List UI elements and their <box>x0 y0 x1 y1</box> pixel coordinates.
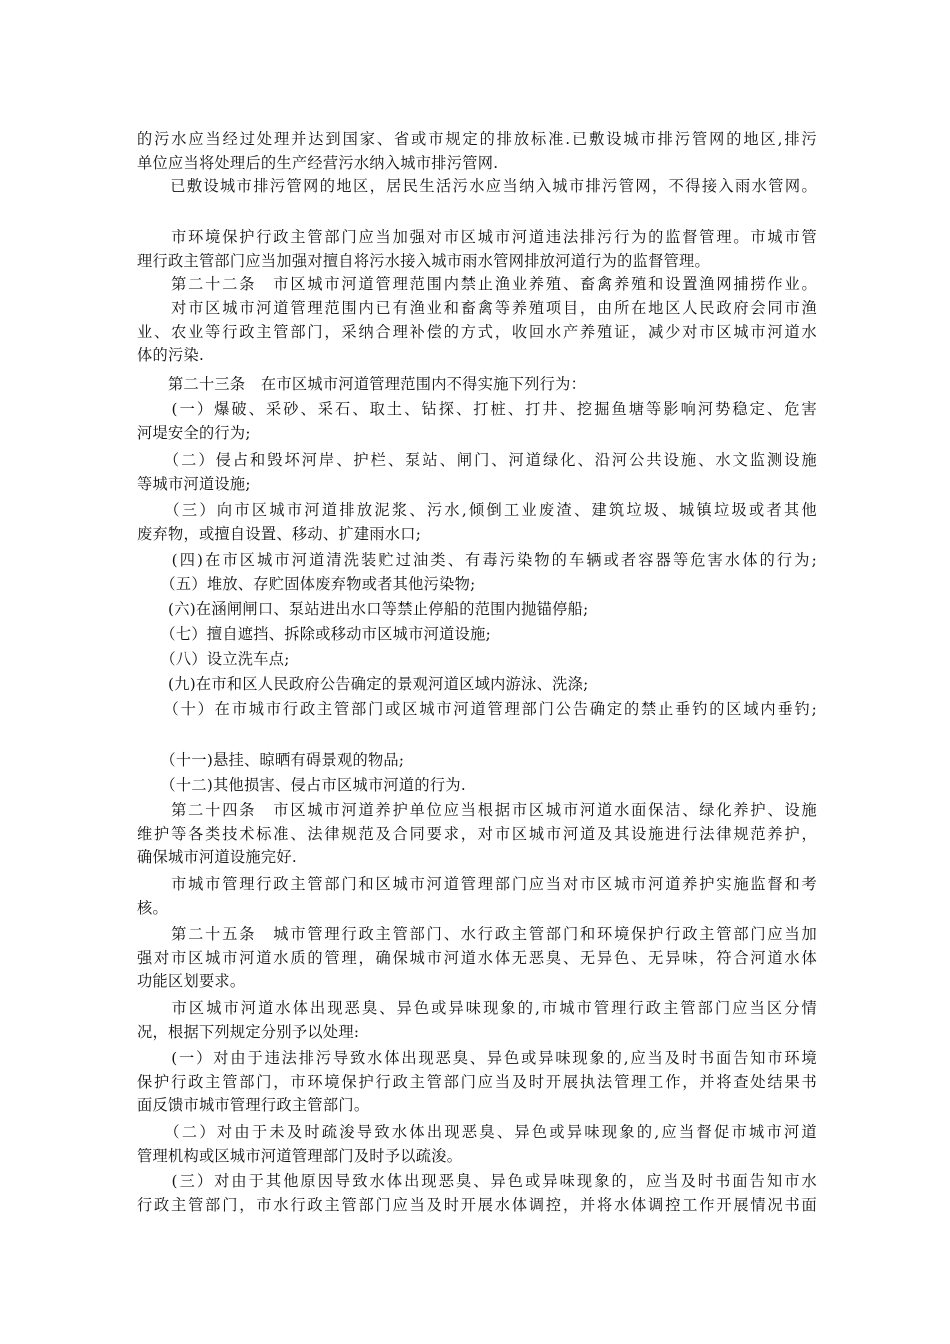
text-line: 市城市管理行政主管部门和区城市河道管理部门应当对市区城市河道养护实施监督和考 <box>137 875 817 893</box>
item-2 <box>137 449 817 496</box>
text-line: （三）向市区城市河道排放泥浆、污水,倾倒工业废渣、建筑垃圾、城镇垃圾或者其他 <box>137 501 817 519</box>
text-line: 管理机构或区城市河道管理部门及时予以疏浚。 <box>137 1146 463 1165</box>
text-line: 理行政主管部门应当加强对擅自将污水接入城市雨水管网排放河道行为的监督管理。 <box>137 251 711 270</box>
text-line: （五）堆放、存贮固体废弃物或者其他污染物; <box>137 575 476 593</box>
item-12 <box>137 774 817 798</box>
item-3 <box>137 499 817 546</box>
text-line: 核。 <box>137 898 168 917</box>
item-8 <box>137 648 817 672</box>
paragraph-maintenance-supervision <box>137 873 817 920</box>
text-line: 维护等各类技术标准、法律规范及合同要求，对市区城市河道及其设施进行法律规范养护， <box>137 824 817 843</box>
text-line: 第二十三条 在市区城市河道管理范围内不得实施下列行为： <box>137 375 587 393</box>
text-line: （八）设立洗车点; <box>137 650 290 668</box>
text-line: 单位应当将处理后的生产经营污水纳入城市排污管网. <box>137 153 499 172</box>
text-line: 等城市河道设施; <box>137 474 251 493</box>
text-line: （二）对由于未及时疏浚导致水体出现恶臭、异色或异味现象的,应当督促市城市河道 <box>137 1123 817 1141</box>
text-line: 确保城市河道设施完好. <box>137 848 298 867</box>
paragraph-water-abnormal <box>137 997 817 1044</box>
text-line: 市区城市河道水体出现恶臭、异色或异味现象的,市城市管理行政主管部门应当区分情 <box>137 999 817 1017</box>
text-line: (四)在市区城市河道清洗装贮过油类、有毒污染物的车辆或者容器等危害水体的行为; <box>137 551 817 569</box>
text-line: (一）爆破、采砂、采石、取土、钻探、打桩、打井、挖掘鱼塘等影响河势稳定、危害 <box>137 400 817 418</box>
text-line: 对市区城市河道管理范围内已有渔业和畜禽等养殖项目，由所在地区人民政府会同市渔 <box>137 299 817 317</box>
text-line: 第二十四条 市区城市河道养护单位应当根据市区城市河道水面保洁、绿化养护、设施 <box>137 801 817 819</box>
text-line: 况，根据下列规定分别予以处理: <box>137 1022 360 1041</box>
item-9 <box>137 673 817 697</box>
text-line: 业、农业等行政主管部门，采纳合理补偿的方式，收回水产养殖证，减少对市区城市河道水 <box>137 322 817 341</box>
text-line: （十一)悬挂、晾晒有碍景观的物品; <box>137 751 405 769</box>
article-24 <box>137 799 817 870</box>
text-line: 第二十二条 市区城市河道管理范围内禁止渔业养殖、畜禽养殖和设置渔网捕捞作业。 <box>137 275 817 293</box>
item-1 <box>137 398 817 445</box>
item-5 <box>137 573 817 597</box>
text-line: 市环境保护行政主管部门应当加强对市区城市河道违法排污行为的监督管理。市城市管 <box>137 228 817 246</box>
article-23 <box>137 373 817 397</box>
item-10 <box>137 698 817 722</box>
text-line: 面反馈市城市管理行政主管部门。 <box>137 1096 370 1115</box>
text-line: 体的污染. <box>137 346 205 365</box>
text-line: 废弃物，或擅自设置、移动、扩建雨水口; <box>137 524 422 543</box>
paragraph-supervision <box>137 226 817 273</box>
handling-1 <box>137 1047 817 1118</box>
handling-2 <box>137 1121 817 1168</box>
handling-3 <box>137 1170 817 1217</box>
text-line: 强对市区城市河道水质的管理，确保城市河道水体无恶臭、无异色、无异味，符合河道水体 <box>137 948 817 967</box>
item-7 <box>137 623 817 647</box>
text-line: （十）在市城市行政主管部门或区城市河道管理部门公告确定的禁止垂钓的区域内垂钓; <box>137 700 817 718</box>
item-6 <box>137 598 817 622</box>
item-11 <box>137 749 817 773</box>
text-line: 第二十五条 城市管理行政主管部门、水行政主管部门和环境保护行政主管部门应当加 <box>137 925 817 943</box>
text-line: 河堤安全的行为; <box>137 423 251 442</box>
text-line: （二）侵占和毁坏河岸、护栏、泵站、闸门、河道绿化、沿河公共设施、水文监测设施 <box>137 451 817 469</box>
text-line: 保护行政主管部门，市环境保护行政主管部门应当及时开展执法管理工作，并将查处结果书 <box>137 1072 817 1091</box>
paragraph-residential-sewage <box>137 175 817 199</box>
text-line: 已敷设城市排污管网的地区，居民生活污水应当纳入城市排污管网，不得接入雨水管网。 <box>137 177 817 195</box>
article-25 <box>137 923 817 994</box>
text-line: (三）对由于其他原因导致水体出现恶臭、异色或异味现象的，应当及时书面告知市水 <box>137 1172 817 1190</box>
text-line: （十二)其他损害、侵占市区城市河道的行为. <box>137 776 466 794</box>
paragraph-aquaculture-recovery <box>137 297 817 368</box>
text-line: （七）擅自遮挡、拆除或移动市区城市河道设施; <box>137 625 492 643</box>
text-line: (九)在市和区人民政府公告确定的景观河道区域内游泳、洗涤; <box>137 675 589 693</box>
text-line: (六)在涵闸闸口、泵站进出水口等禁止停船的范围内抛锚停船; <box>137 600 589 618</box>
text-line: 功能区划要求。 <box>137 972 246 991</box>
article-22 <box>137 273 817 297</box>
text-line: 的污水应当经过处理并达到国家、省或市规定的排放标准.已敷设城市排污管网的地区,排污 <box>137 130 817 148</box>
item-4 <box>137 549 817 573</box>
text-line: (一）对由于违法排污导致水体出现恶臭、异色或异味现象的,应当及时书面告知市环境 <box>137 1049 817 1067</box>
paragraph-sewage-standard <box>137 128 817 175</box>
text-line: 行政主管部门，市水行政主管部门应当及时开展水体调控，并将水体调控工作开展情况书面 <box>137 1195 817 1214</box>
